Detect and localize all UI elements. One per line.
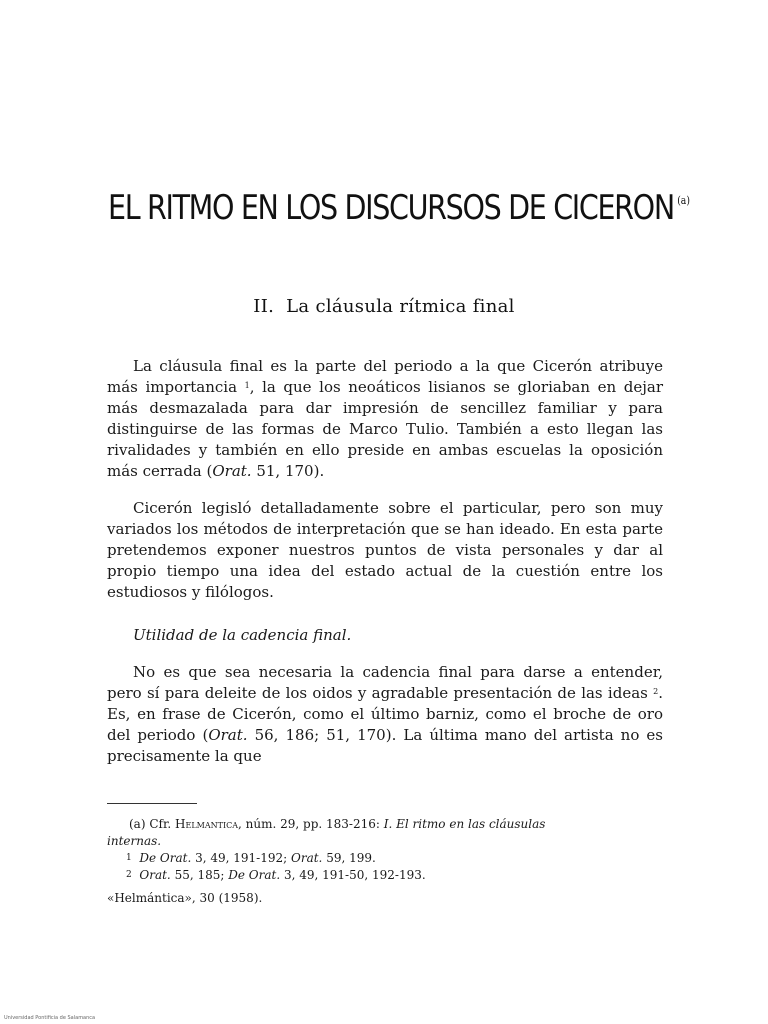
paragraph-3 — [107, 662, 663, 767]
p3-text-a: No es que sea necesaria la cadencia final para darse a entender, pero sí para deleite de los oidos y agradable presentación de las ideas — [107, 663, 663, 702]
footnote-a-title: I. El ritmo en las cláusulas — [383, 817, 546, 831]
footnote-ref-1: 1 — [244, 381, 250, 390]
p1-text-b: , la que los neoáticos lisianos se gloriaban en dejar más desmazalada para dar impresión de sencillez familiar y para distinguirse de las formas de Marco Tulio. También a esto llegan las rivalidades y también en ello preside en ambas escuelas la oposición más cerrada ( — [107, 378, 663, 480]
footnote-a-ref: , núm. 29, pp. 183-216: — [238, 817, 380, 831]
page-credit: Universidad Pontificia de Salamanca — [4, 1015, 96, 1021]
footnote-1 — [107, 850, 663, 867]
section-subtitle — [0, 296, 768, 317]
footnote-2 — [107, 867, 663, 884]
footnote-1-text-a: 3, 49, 191-192; — [191, 851, 288, 865]
footnote-1-cite-a: De Orat. — [139, 851, 192, 865]
footnote-ref-2: 2 — [653, 687, 659, 696]
subtitle-text: La cláusula rítmica final — [286, 296, 515, 317]
article-title — [108, 188, 690, 228]
footnote-1-label: 1 — [126, 853, 132, 863]
section-heading: Utilidad de la cadencia final. — [133, 626, 352, 644]
footnote-2-label: 2 — [126, 870, 132, 880]
footnote-2-cite-a: Orat. — [139, 868, 171, 882]
journal-citation: «Helmántica», 30 (1958). — [107, 891, 263, 905]
paragraph-1 — [107, 356, 663, 482]
footnotes — [107, 816, 663, 884]
footnote-a-label: (a) — [129, 817, 146, 831]
footnote-a — [107, 816, 663, 833]
footnote-2-cite-b: De Orat. — [228, 868, 281, 882]
article-title-text: EL RITMO EN LOS DISCURSOS DE CICERON — [108, 188, 674, 228]
title-footnote-mark: (a) — [677, 194, 690, 207]
footnote-divider — [107, 803, 197, 804]
paragraph-2 — [107, 498, 663, 603]
footnote-2-text-a: 55, 185; — [170, 868, 225, 882]
p3-citation: Orat. — [208, 726, 248, 744]
p3-text-c: 56, 186; 51, 170). La última mano del artista no es precisamente la que — [107, 726, 663, 765]
p1-text-c: 51, 170). — [251, 462, 325, 480]
p3-text-b: . Es, en frase de Cicerón, como el último barniz, como el broche de oro del periodo ( — [107, 684, 663, 744]
footnote-a-cont — [107, 833, 663, 850]
footnote-1-cite-b: Orat. — [291, 851, 323, 865]
footnote-1-text-b: 59, 199. — [322, 851, 376, 865]
p1-citation: Orat. — [212, 462, 252, 480]
p2-text: Cicerón legisló detalladamente sobre el particular, pero son muy variados los métodos de interpretación que se han ideado. En esta parte pretendemos exponer nuestros puntos de vista personales y dar al propio tiempo una idea del estado actual de la cuestión entre los estudiosos y filólogos. — [107, 499, 663, 601]
footnote-2-text-b: 3, 49, 191-50, 192-193. — [280, 868, 426, 882]
footnote-a-title-cont: internas. — [107, 834, 162, 848]
footnote-a-prefix: Cfr. — [149, 817, 172, 831]
p1-text-a: La cláusula final es la parte del periodo a la que Cicerón atribuye más importancia — [107, 357, 663, 396]
subtitle-number: II. — [253, 296, 275, 317]
footnote-a-journal: Helmantica — [175, 817, 239, 831]
